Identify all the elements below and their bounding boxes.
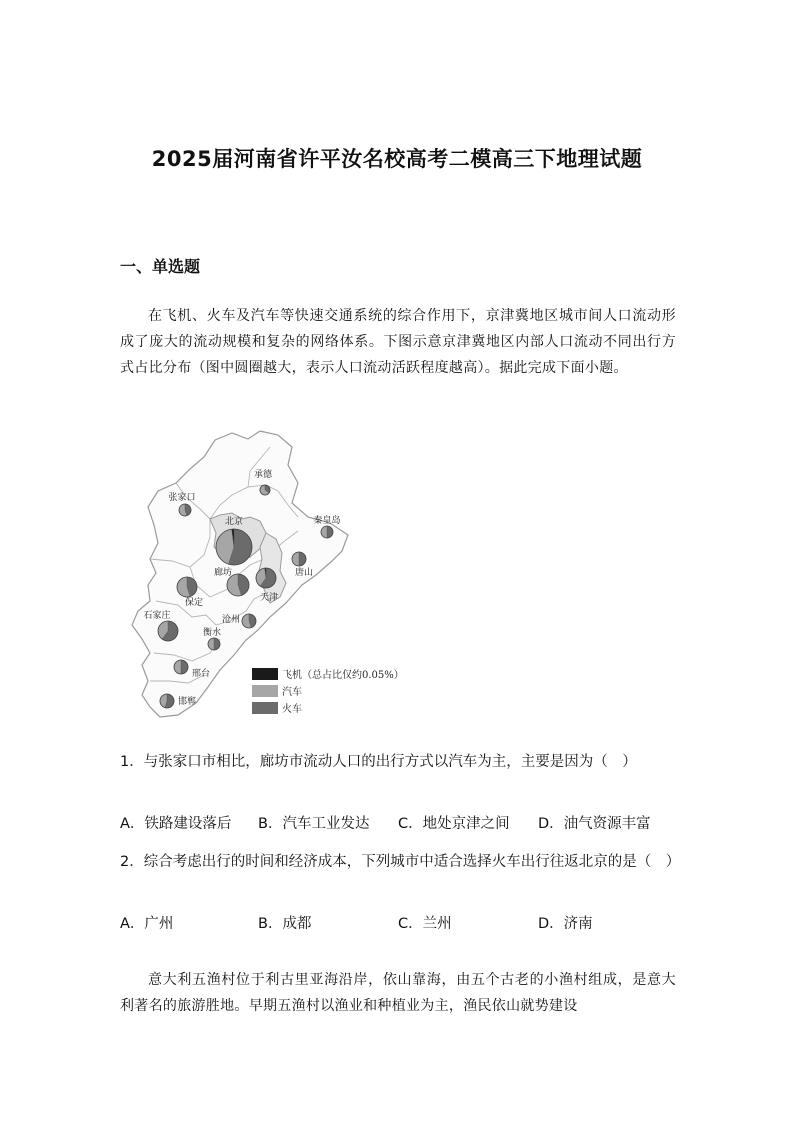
pie-tianjin bbox=[256, 568, 276, 588]
city-label-xingtai: 邢台 bbox=[191, 669, 211, 679]
legend-swatch-plane bbox=[252, 668, 278, 680]
population-flow-map bbox=[120, 425, 420, 725]
map-svg bbox=[120, 425, 420, 725]
city-label-zhangjiakou: 张家口 bbox=[168, 493, 196, 503]
pie-baoding bbox=[177, 577, 197, 597]
city-label-chengde: 承德 bbox=[253, 470, 273, 480]
city-label-langfang: 廊坊 bbox=[213, 568, 233, 578]
pie-beijing bbox=[216, 529, 252, 565]
pie-xingtai bbox=[174, 660, 188, 674]
city-label-qinhuangdao: 秦皇岛 bbox=[313, 516, 341, 526]
pie-hengshui bbox=[208, 638, 220, 650]
city-label-hengshui: 衡水 bbox=[202, 628, 222, 638]
legend-swatch-train bbox=[252, 702, 278, 714]
legend-swatch-car bbox=[252, 685, 278, 697]
city-label-beijing: 北京 bbox=[224, 517, 244, 527]
q2-option-d[interactable]: D．济南 bbox=[538, 916, 593, 932]
q2-option-c[interactable]: C．兰州 bbox=[398, 916, 452, 932]
city-label-tangshan: 唐山 bbox=[294, 568, 314, 578]
passage-intro: 在飞机、火车及汽车等快速交通系统的综合作用下，京津冀地区城市间人口流动形成了庞大的流动规模和复杂的网络体系。下图示意京津冀地区内部人口流动不同出行方式占比分布（图中圆圈越大，表示人口流动活跃程度越高）。据此完成下面小题。 bbox=[120, 308, 676, 376]
pie-tangshan bbox=[292, 552, 306, 566]
question-1-stem: 1．与张家口市相比，廊坊市流动人口的出行方式以汽车为主，主要是因为（ ） bbox=[120, 754, 637, 770]
q1-option-a[interactable]: A．铁路建设落后 bbox=[120, 816, 232, 832]
passage-cinque-terre: 意大利五渔村位于利古里亚海沿岸，依山靠海，由五个古老的小渔村组成，是意大利著名的旅游胜地。早期五渔村以渔业和种植业为主，渔民依山就势建设 bbox=[120, 972, 676, 1014]
city-label-baoding: 保定 bbox=[184, 598, 204, 608]
legend-label-train: 火车 bbox=[282, 704, 302, 715]
document-title: 2025届河南省许平汝名校高考二模高三下地理试题 bbox=[151, 147, 643, 171]
city-label-tianjin: 天津 bbox=[259, 593, 279, 603]
city-label-cangzhou: 沧州 bbox=[221, 615, 241, 625]
q1-option-c[interactable]: C．地处京津之间 bbox=[398, 816, 510, 832]
pie-cangzhou bbox=[242, 614, 256, 628]
q2-option-b[interactable]: B．成都 bbox=[258, 916, 312, 932]
pie-chengde bbox=[260, 485, 270, 495]
city-label-handan: 邯郸 bbox=[177, 697, 197, 707]
legend-label-car: 汽车 bbox=[282, 687, 302, 698]
city-label-shijiazhuang: 石家庄 bbox=[143, 611, 171, 621]
pie-shijiazhuang bbox=[158, 621, 178, 641]
q2-option-a[interactable]: A．广州 bbox=[120, 916, 174, 932]
section-heading: 一、单选题 bbox=[120, 257, 201, 276]
question-2-stem: 2．综合考虑出行的时间和经济成本，下列城市中适合选择火车出行往返北京的是（ ） bbox=[120, 854, 681, 870]
pie-zhangjiakou bbox=[179, 504, 191, 516]
pie-qinhuangdao bbox=[321, 526, 333, 538]
q1-option-d[interactable]: D．油气资源丰富 bbox=[538, 816, 651, 832]
q1-option-b[interactable]: B．汽车工业发达 bbox=[258, 816, 370, 832]
pie-handan bbox=[160, 694, 174, 708]
legend-label-plane: 飞机（总占比仅约0.05%） bbox=[282, 670, 404, 681]
